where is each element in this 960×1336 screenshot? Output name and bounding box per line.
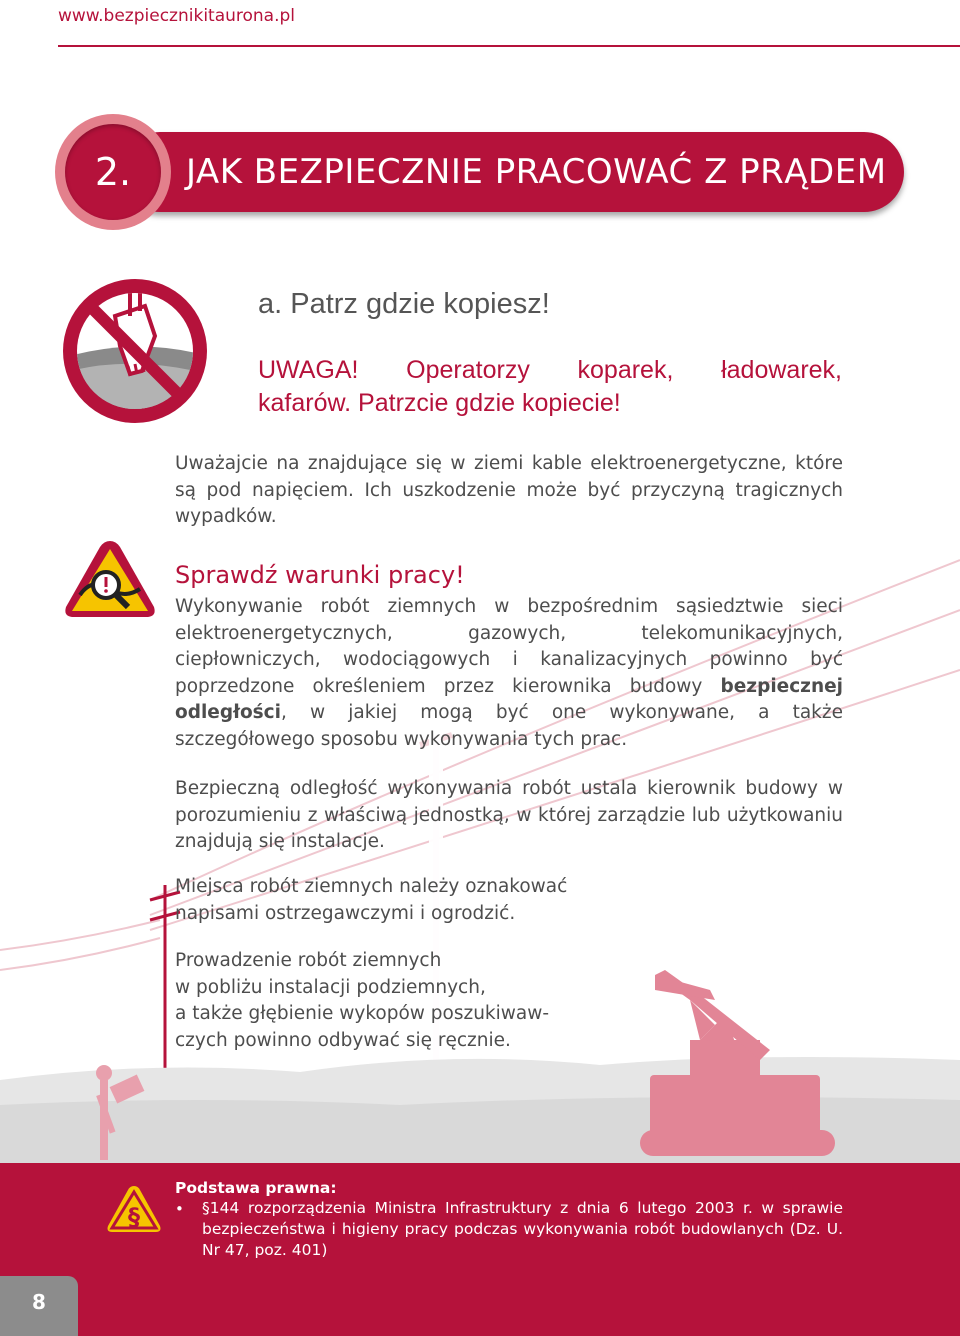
section-heading: Sprawdź warunki pracy! bbox=[175, 561, 465, 589]
chapter-number: 2. bbox=[94, 150, 132, 194]
paragraph-warning-icon bbox=[106, 1184, 162, 1234]
legal-line-2: bezpieczeństwa i higieny pracy podczas wykonywania robót budowlanych (Dz. U. bbox=[202, 1220, 843, 1238]
manual-work-paragraph bbox=[175, 948, 595, 1054]
page-number: 8 bbox=[32, 1290, 46, 1314]
manual-line-4: czych powinno odbywać się ręcznie. bbox=[175, 1029, 511, 1051]
intro-paragraph: Uważajcie na znajdujące się w ziemi kable elektroenergetyczne, które są pod napięciem. Ich uszkodzenie może być przyczyną tragicznych wypadków. bbox=[175, 453, 843, 527]
manual-line-3: a także głębienie wykopów poszukiwaw- bbox=[175, 1003, 550, 1024]
marking-paragraph bbox=[175, 874, 595, 927]
safe-distance-emphasis: bezpiecznej odległości bbox=[175, 675, 843, 723]
site-url-link[interactable]: www.bezpiecznikitaurona.pl bbox=[58, 6, 296, 26]
distance-paragraph: Bezpieczną odległość wykonywania robót ustala kierownik budowy w porozumieniu z właściwą jednostką, w której zarządzie lub użytkowaniu znajdują się instalacje. bbox=[175, 778, 843, 852]
manual-line-2: w pobliżu instalacji podziemnych, bbox=[175, 976, 486, 998]
legal-line-3: Nr 47, poz. 401) bbox=[202, 1241, 328, 1259]
chapter-banner bbox=[120, 132, 904, 212]
operator-warning bbox=[258, 354, 842, 420]
work-paragraph bbox=[175, 594, 843, 753]
header-divider bbox=[58, 45, 960, 47]
legal-line-1: §144 rozporządzenia Ministra Infrastruktury z dnia 6 lutego 2003 r. w sprawie bbox=[202, 1199, 843, 1217]
warning-line-1: UWAGA! Operatorzy koparek, ładowarek, bbox=[258, 356, 842, 384]
magnifier-cable-warning-icon bbox=[62, 537, 158, 621]
svg-text:§: § bbox=[128, 1203, 140, 1231]
legal-heading: Podstawa prawna: bbox=[175, 1179, 337, 1197]
marking-line-1: Miejsca robót ziemnych należy oznakować bbox=[175, 876, 568, 897]
work-text: Wykonywanie robót ziemnych w bezpośrednim sąsiedztwie sieci elektroenergetycznych, gazowych, telekomunikacyjnych, ciepłowniczych, wodociągowych i kanalizacyjnych powinno być poprzedzone określeniem przez kierownika budowy bbox=[175, 596, 843, 697]
legal-bullet: • bbox=[175, 1200, 184, 1218]
chapter-badge bbox=[65, 124, 161, 220]
work-text-rest: , w jakiej mogą być one wykonywane, a także szczegółowego sposobu wykonywania tych prac. bbox=[175, 702, 843, 750]
manual-line-1: Prowadzenie robót ziemnych bbox=[175, 950, 442, 971]
section-subtitle: a. Patrz gdzie kopiesz! bbox=[258, 288, 550, 320]
legal-text bbox=[202, 1198, 843, 1261]
warning-line-2: kafarów. Patrzcie gdzie kopiecie! bbox=[258, 389, 621, 417]
chapter-title: JAK BEZPIECZNIE PRACOWAĆ Z PRĄDEM bbox=[186, 152, 887, 192]
marking-line-2: napisami ostrzegawczymi i ogrodzić. bbox=[175, 902, 516, 924]
excavator-prohibition-icon bbox=[60, 276, 210, 426]
